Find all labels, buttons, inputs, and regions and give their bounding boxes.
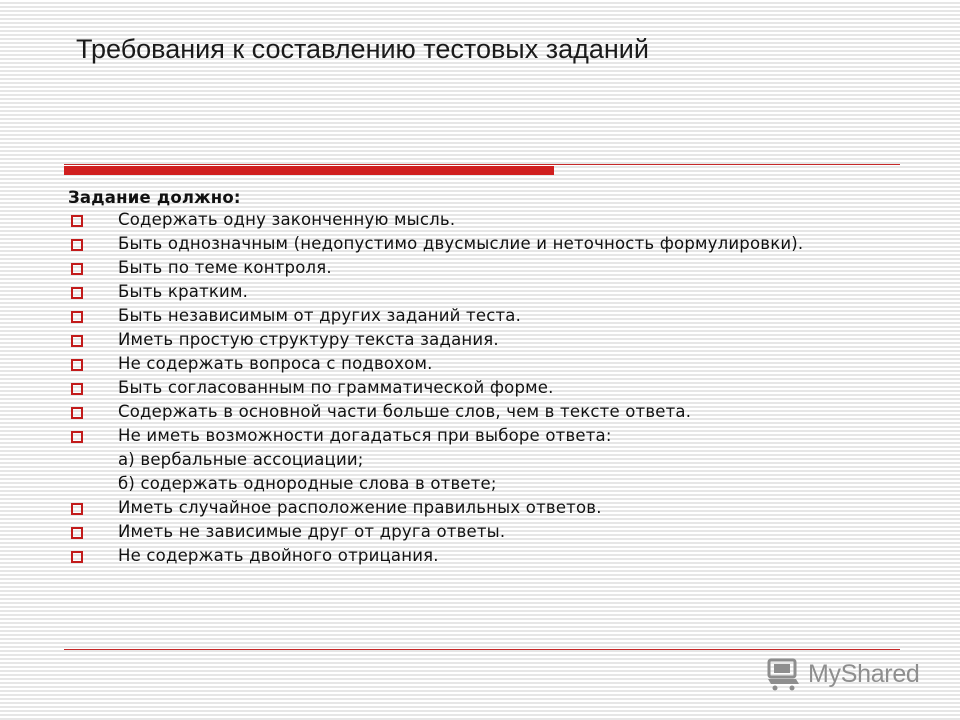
list-item-text: Быть независимым от других заданий теста. bbox=[118, 306, 522, 325]
list-item bbox=[68, 426, 868, 446]
list-item bbox=[68, 474, 868, 494]
list-item-text: Не содержать двойного отрицания. bbox=[118, 546, 439, 565]
square-bullet-icon bbox=[71, 431, 83, 443]
title-divider-line bbox=[64, 164, 900, 165]
list-item bbox=[68, 282, 868, 302]
list-item-text: Иметь простую структуру текста задания. bbox=[118, 330, 499, 349]
square-bullet-icon bbox=[71, 287, 83, 299]
list-item bbox=[68, 306, 868, 326]
square-bullet-icon bbox=[71, 335, 83, 347]
list-item-text: Не иметь возможности догадаться при выборе ответа: bbox=[118, 426, 612, 445]
square-bullet-icon bbox=[71, 407, 83, 419]
list-item-text: Иметь не зависимые друг от друга ответы. bbox=[118, 522, 506, 541]
slide-body bbox=[68, 186, 868, 570]
list-item-text: а) вербальные ассоциации; bbox=[118, 450, 364, 469]
list-item-text: Содержать в основной части больше слов, чем в тексте ответа. bbox=[118, 402, 692, 421]
square-bullet-icon bbox=[71, 383, 83, 395]
list-item-text: Быть однозначным (недопустимо двусмыслие и неточность формулировки). bbox=[118, 234, 804, 253]
list-item bbox=[68, 258, 868, 278]
requirements-list bbox=[68, 210, 868, 566]
list-item bbox=[68, 546, 868, 566]
square-bullet-icon bbox=[71, 359, 83, 371]
square-bullet-icon bbox=[71, 311, 83, 323]
list-item bbox=[68, 378, 868, 398]
list-item-text: Быть по теме контроля. bbox=[118, 258, 332, 277]
watermark-text: MyShared bbox=[808, 659, 920, 688]
list-item bbox=[68, 450, 868, 470]
list-item-text: Содержать одну законченную мысль. bbox=[118, 210, 456, 229]
list-item-text: б) содержать однородные слова в ответе; bbox=[118, 474, 497, 493]
list-item bbox=[68, 234, 868, 254]
myshared-logo-icon bbox=[766, 657, 802, 691]
slide-title: Требования к составлению тестовых заданий bbox=[76, 34, 649, 64]
list-item bbox=[68, 402, 868, 422]
list-item-text: Не содержать вопроса с подвохом. bbox=[118, 354, 433, 373]
square-bullet-icon bbox=[71, 551, 83, 563]
watermark-logo bbox=[766, 657, 920, 691]
footer-divider-line bbox=[64, 649, 900, 650]
square-bullet-icon bbox=[71, 503, 83, 515]
title-accent-bar bbox=[64, 166, 554, 175]
list-item-text: Быть кратким. bbox=[118, 282, 249, 301]
list-item-text: Иметь случайное расположение правильных ответов. bbox=[118, 498, 602, 517]
list-heading: Задание должно: bbox=[68, 188, 241, 207]
list-item bbox=[68, 522, 868, 542]
square-bullet-icon bbox=[71, 215, 83, 227]
list-item bbox=[68, 330, 868, 350]
list-item-text: Быть согласованным по грамматической форме. bbox=[118, 378, 554, 397]
list-item bbox=[68, 210, 868, 230]
square-bullet-icon bbox=[71, 527, 83, 539]
square-bullet-icon bbox=[71, 263, 83, 275]
list-item bbox=[68, 498, 868, 518]
list-item bbox=[68, 354, 868, 374]
square-bullet-icon bbox=[71, 239, 83, 251]
